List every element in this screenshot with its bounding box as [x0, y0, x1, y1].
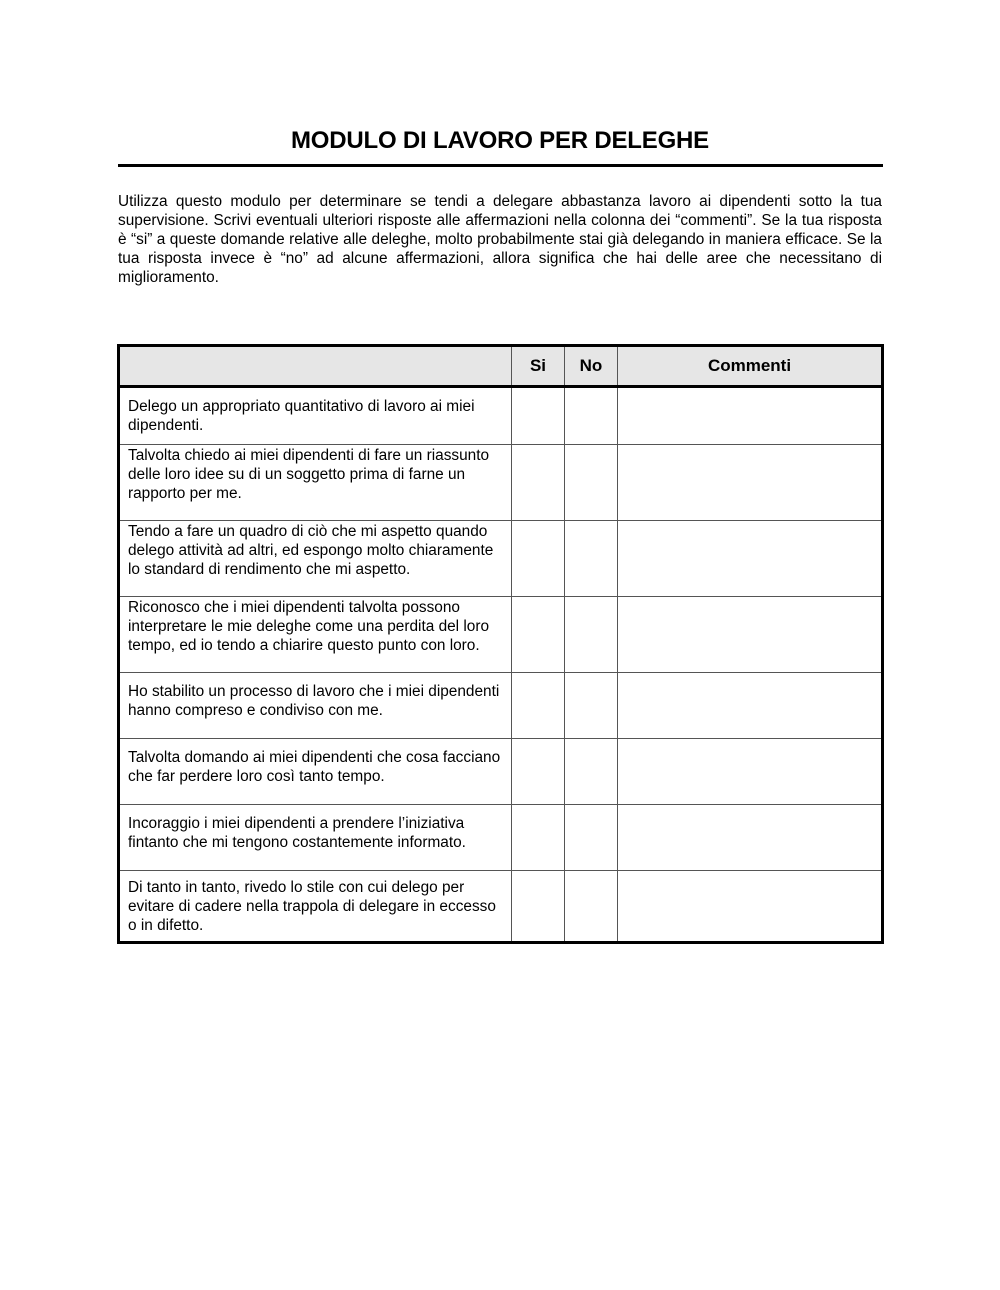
statement-cell: [119, 871, 512, 943]
statement-text: Di tanto in tanto, rivedo lo stile con cui delego per evitare di cadere nella trappola di delegare in eccesso o in difetto.: [128, 879, 496, 934]
no-cell[interactable]: [565, 387, 618, 445]
no-cell[interactable]: [565, 597, 618, 673]
delegation-form-table: [117, 344, 884, 944]
si-cell[interactable]: [512, 387, 565, 445]
header-comments: Commenti: [618, 346, 883, 387]
no-cell[interactable]: [565, 871, 618, 943]
table-row: [119, 521, 883, 597]
si-cell[interactable]: [512, 673, 565, 739]
si-cell[interactable]: [512, 445, 565, 521]
si-cell[interactable]: [512, 805, 565, 871]
statement-cell: [119, 597, 512, 673]
statement-cell: [119, 445, 512, 521]
table-row: [119, 387, 883, 445]
si-cell[interactable]: [512, 597, 565, 673]
no-cell[interactable]: [565, 805, 618, 871]
statement-text: Talvolta domando ai miei dipendenti che cosa facciano che far perdere loro così tanto tempo.: [128, 749, 501, 785]
statement-cell: [119, 805, 512, 871]
comments-cell[interactable]: [618, 445, 883, 521]
comments-cell[interactable]: [618, 871, 883, 943]
page-title: MODULO DI LAVORO PER DELEGHE: [291, 127, 709, 154]
no-cell[interactable]: [565, 739, 618, 805]
statement-text: Riconosco che i miei dipendenti talvolta possono interpretare le mie deleghe come una perdita del loro tempo, ed io tendo a chiarire questo punto con loro.: [128, 599, 490, 654]
statement-cell: [119, 673, 512, 739]
title-divider: [118, 164, 883, 167]
statement-text: Ho stabilito un processo di lavoro che i miei dipendenti hanno compreso e condiviso con me.: [128, 683, 500, 719]
statement-text: Talvolta chiedo ai miei dipendenti di fare un riassunto delle loro idee su di un soggetto prima di farne un rapporto per me.: [128, 447, 490, 502]
table-row: [119, 805, 883, 871]
si-cell[interactable]: [512, 871, 565, 943]
statement-text: Delego un appropriato quantitativo di lavoro ai miei dipendenti.: [128, 398, 475, 434]
no-cell[interactable]: [565, 445, 618, 521]
no-cell[interactable]: [565, 521, 618, 597]
comments-cell[interactable]: [618, 387, 883, 445]
statement-cell: [119, 387, 512, 445]
statement-text: Incoraggio i miei dipendenti a prendere l’iniziativa fintanto che mi tengono costantemente informato.: [128, 815, 466, 851]
comments-cell[interactable]: [618, 739, 883, 805]
table-row: [119, 673, 883, 739]
comments-cell[interactable]: [618, 805, 883, 871]
table-row: [119, 597, 883, 673]
table-row: [119, 871, 883, 943]
statement-cell: [119, 739, 512, 805]
si-cell[interactable]: [512, 739, 565, 805]
header-si: Si: [512, 346, 565, 387]
intro-paragraph: Utilizza questo modulo per determinare se tendi a delegare abbastanza lavoro ai dipendenti sotto la tua supervisione. Scrivi eventuali ulteriori risposte alle affermazioni nella colonna dei “commenti”. Se la tua risposta è “si” a queste domande relative alle deleghe, molto probabilmente stai già delegando in maniera efficace. Se la tua risposta invece è “no” ad alcune affermazioni, allora significa che hai delle aree che necessitano di miglioramento.: [118, 193, 882, 286]
statement-text: Tendo a fare un quadro di ciò che mi aspetto quando delego attività ad altri, ed espongo molto chiaramente lo standard di rendimento che mi aspetto.: [128, 523, 494, 578]
si-cell[interactable]: [512, 521, 565, 597]
no-cell[interactable]: [565, 673, 618, 739]
header-statement: [119, 346, 512, 387]
table-header-row: [119, 346, 883, 387]
comments-cell[interactable]: [618, 673, 883, 739]
statement-cell: [119, 521, 512, 597]
table-row: [119, 739, 883, 805]
table-row: [119, 445, 883, 521]
comments-cell[interactable]: [618, 597, 883, 673]
header-no: No: [565, 346, 618, 387]
comments-cell[interactable]: [618, 521, 883, 597]
